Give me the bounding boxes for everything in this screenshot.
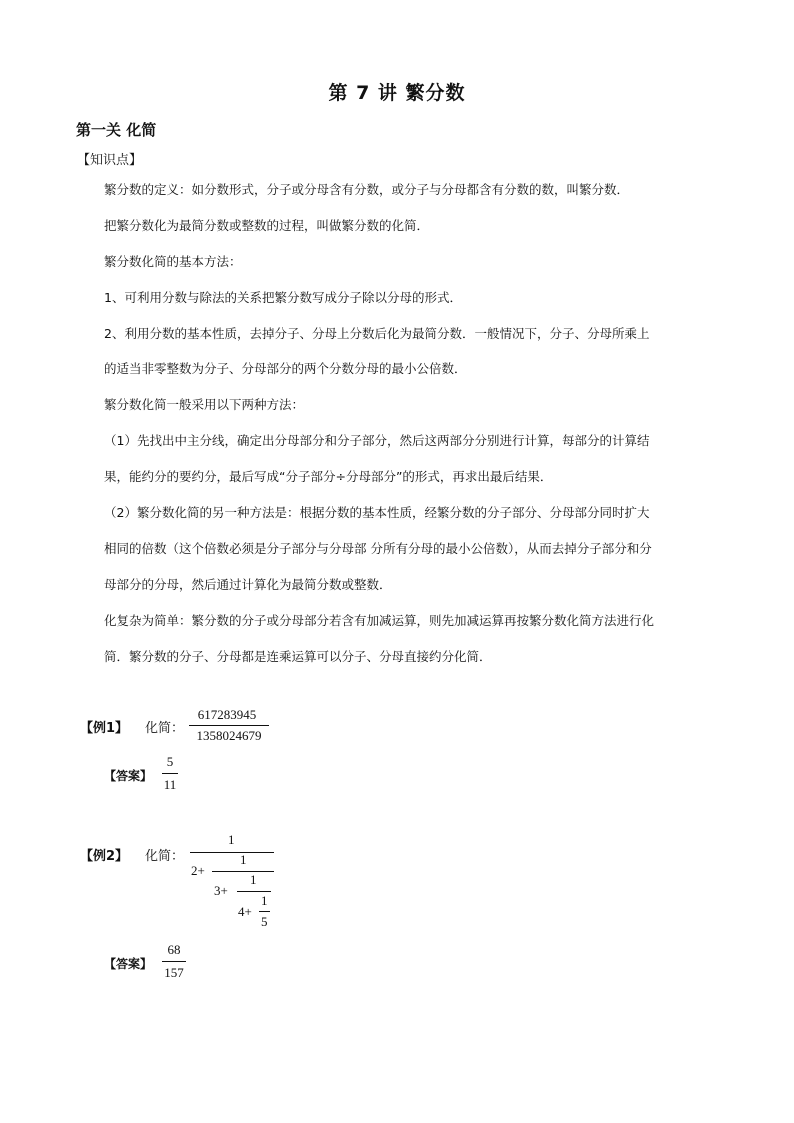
example-1-label: 【例1】	[80, 721, 129, 736]
example-2-outer-numerator: 1	[228, 832, 235, 847]
paragraph-definition: 繁分数的定义：如分数形式，分子或分母含有分数，或分子与分母都含有分数的数，叫繁分数．	[104, 182, 630, 197]
paragraph-method-1: 1、可利用分数与除法的关系把繁分数写成分子除以分母的形式．	[104, 290, 462, 305]
example-1-answer-denominator: 11	[163, 777, 177, 792]
example-2-inner-denominator: 5	[261, 914, 268, 929]
example-2-four-plus: 4+	[238, 904, 252, 919]
example-1-fraction-bar	[189, 725, 269, 726]
example-1-answer-bar	[162, 773, 178, 774]
example-1-answer-label: 【答案】	[104, 769, 153, 783]
page-title: 第 7 讲 繁分数	[328, 82, 466, 104]
example-2-second-numerator: 1	[240, 852, 247, 867]
paragraph-way-1-cont: 果，能约分的要约分，最后写成“分子部分÷分母部分”的形式，再求出最后结果．	[104, 469, 553, 484]
paragraph-way-2-cont2: 母部分的分母，然后通过计算化为最简分数或整数．	[104, 577, 392, 592]
example-2-answer-numerator: 68	[167, 942, 181, 957]
example-1-denominator: 1358024679	[196, 728, 262, 743]
paragraph-complex-simple-cont: 简．繁分数的分子、分母都是连乘运算可以分子、分母直接约分化简．	[104, 649, 492, 664]
paragraph-method-2-cont: 的适当非零整数为分子、分母部分的两个分数分母的最小公倍数．	[104, 361, 467, 376]
example-2-third-numerator: 1	[250, 872, 257, 887]
example-2-prompt: 化简：	[145, 849, 185, 864]
paragraph-way-2-cont: 相同的倍数（这个倍数必须是分子部分与分母部 分所有分母的最小公倍数），从而去掉分子部分和分	[104, 541, 652, 556]
knowledge-label: 【知识点】	[77, 153, 143, 168]
paragraph-simplification: 把繁分数化为最简分数或整数的过程，叫做繁分数的化简．	[104, 218, 430, 233]
example-2-third-bar	[237, 891, 271, 892]
section-heading: 第一关 化简	[76, 121, 157, 139]
example-2-label: 【例2】	[80, 849, 129, 864]
paragraph-complex-simple: 化复杂为简单：繁分数的分子或分母部分若含有加减运算，则先加减运算再按繁分数化简方法进行化	[104, 613, 655, 628]
example-2-outer-bar	[190, 852, 274, 853]
example-1-prompt: 化简：	[145, 721, 185, 736]
paragraph-method-2: 2、利用分数的基本性质，去掉分子、分母上分数后化为最简分数．一般情况下，分子、分母所乘上	[104, 326, 650, 341]
paragraph-way-2: （2）繁分数化简的另一种方法是：根据分数的基本性质，经繁分数的分子部分、分母部分同时扩大	[104, 505, 650, 520]
example-1-answer-numerator: 5	[166, 754, 174, 769]
example-2-inner-bar	[259, 911, 270, 912]
example-2-second-bar	[212, 871, 274, 872]
example-2-answer-denominator: 157	[164, 965, 184, 980]
example-2-answer-bar	[162, 961, 186, 962]
example-2-answer-label: 【答案】	[104, 957, 153, 971]
paragraph-basic-methods: 繁分数化简的基本方法：	[104, 254, 242, 269]
example-1-numerator: 617283945	[197, 707, 257, 722]
paragraph-two-ways: 繁分数化简一般采用以下两种方法：	[104, 397, 305, 412]
example-2-inner-numerator: 1	[261, 893, 268, 908]
example-2-three-plus: 3+	[214, 883, 228, 898]
example-2-two-plus: 2+	[191, 863, 205, 878]
paragraph-way-1: （1）先找出中主分线，确定出分母部分和分子部分，然后这两部分分别进行计算，每部分的计算结	[104, 433, 650, 448]
